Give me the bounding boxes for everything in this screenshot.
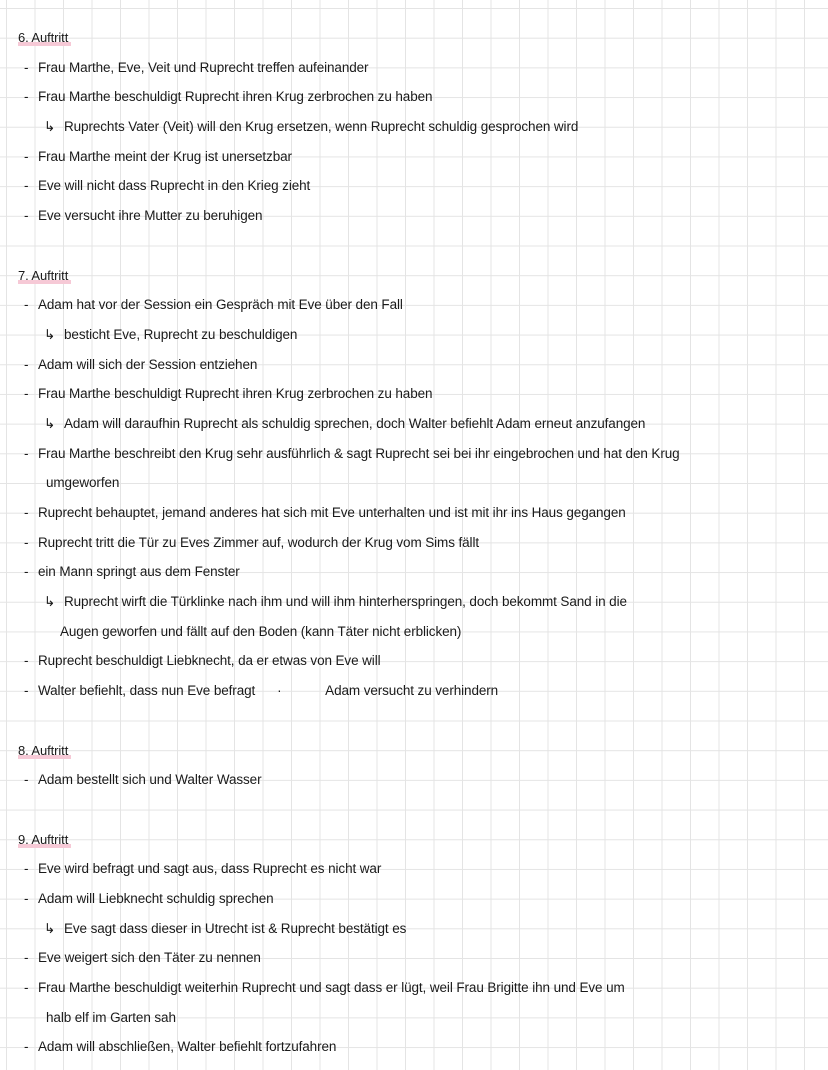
dash-bullet-icon: - [24, 1039, 29, 1055]
section-heading [0, 825, 828, 855]
section-heading-text: 8. Auftritt [18, 743, 71, 759]
dash-bullet-icon: - [24, 59, 29, 75]
note-text: Eve weigert sich den Täter zu nennen [38, 950, 261, 966]
note-text: Adam will sich der Session entziehen [38, 356, 258, 372]
note-line [0, 884, 828, 914]
dash-bullet-icon: - [24, 89, 29, 105]
note-text: Adam will daraufhin Ruprecht als schuldig sprechen, doch Walter befiehlt Adam erneut anzufangen [64, 415, 646, 431]
note-line [0, 587, 828, 617]
note-text: besticht Eve, Ruprecht zu beschuldigen [64, 326, 298, 342]
dash-bullet-icon: - [24, 683, 29, 699]
dash-bullet-icon: - [24, 208, 29, 224]
note-text: Eve will nicht dass Ruprecht in den Krieg zieht [38, 178, 311, 194]
note-line [0, 1032, 828, 1062]
note-line [0, 498, 828, 528]
section-heading [0, 736, 828, 766]
dash-bullet-icon: - [24, 890, 29, 906]
note-text: Eve wird befragt und sagt aus, dass Ruprecht es nicht war [38, 861, 382, 877]
note-text: Frau Marthe beschuldigt Ruprecht ihren Krug zerbrochen zu haben [38, 89, 433, 105]
note-line [0, 973, 828, 1003]
note-text: halb elf im Garten sah [46, 1009, 176, 1025]
note-text: Ruprecht behauptet, jemand anderes hat sich mit Eve unterhalten und ist mit ihr ins Haus gegangen [38, 505, 626, 520]
note-line [0, 171, 828, 201]
dash-bullet-icon: - [24, 297, 29, 313]
note-text: Frau Marthe beschuldigt weiterhin Ruprecht und sagt dass er lügt, weil Frau Brigitte ihn und Eve um [38, 980, 625, 995]
dash-bullet-icon: - [24, 980, 29, 995]
dash-bullet-icon: - [24, 861, 29, 877]
dash-bullet-icon: - [24, 386, 29, 402]
note-text-extra: Adam versucht zu verhindern [325, 683, 499, 699]
arrow-icon: ↳ [44, 119, 56, 135]
note-text: Ruprecht wirft die Türklinke nach ihm und will ihm hinterherspringen, doch bekommt Sand in die [64, 594, 627, 610]
note-text: Adam will Liebknecht schuldig sprechen [38, 890, 274, 906]
note-line [0, 53, 828, 83]
note-text: Frau Marthe meint der Krug ist unersetzbar [38, 148, 292, 164]
note-text: Augen geworfen und fällt auf den Boden (kann Täter nicht erblicken) [60, 623, 462, 639]
note-text: ein Mann springt aus dem Fenster [38, 564, 240, 580]
note-text: Frau Marthe beschuldigt Ruprecht ihren Krug zerbrochen zu haben [38, 386, 433, 402]
note-text: Frau Marthe beschreibt den Krug sehr ausführlich & sagt Ruprecht sei bei ihr eingebrochen und hat den Krug [38, 445, 680, 461]
note-line [0, 617, 828, 647]
note-line [0, 914, 828, 944]
blank-line [0, 231, 828, 261]
note-line [0, 854, 828, 884]
arrow-icon: ↳ [44, 326, 56, 342]
handwritten-notes [0, 23, 828, 1062]
section-heading-text: 9. Auftritt [18, 832, 71, 848]
note-line [0, 142, 828, 172]
note-line [0, 112, 828, 142]
note-text: Eve versucht ihre Mutter zu beruhigen [38, 208, 263, 224]
arrow-icon: ↳ [44, 415, 56, 431]
dash-bullet-icon: - [24, 950, 29, 966]
note-line [0, 943, 828, 973]
note-line [0, 1003, 828, 1033]
section-heading-text: 6. Auftritt [18, 30, 71, 46]
note-text: Adam hat vor der Session ein Gespräch mit Eve über den Fall [38, 297, 403, 313]
note-text: Ruprechts Vater (Veit) will den Krug ersetzen, wenn Ruprecht schuldig gesprochen wird [64, 119, 579, 135]
note-line [0, 320, 828, 350]
note-line [0, 290, 828, 320]
note-line [0, 468, 828, 498]
note-line [0, 82, 828, 112]
blank-line [0, 706, 828, 736]
note-line [0, 350, 828, 380]
dash-bullet-icon: - [24, 772, 29, 788]
dash-bullet-icon: - [24, 356, 29, 372]
note-line [0, 765, 828, 795]
note-text: Ruprecht beschuldigt Liebknecht, da er etwas von Eve will [38, 653, 381, 669]
section-heading-text: 7. Auftritt [18, 268, 71, 284]
note-text: Walter befiehlt, dass nun Eve befragt [38, 683, 256, 699]
note-text: umgeworfen [46, 475, 120, 491]
note-line [0, 676, 828, 706]
dash-bullet-icon: - [24, 148, 29, 164]
note-line [0, 201, 828, 231]
note-line [0, 439, 828, 469]
note-text: Ruprecht tritt die Tür zu Eves Zimmer auf, wodurch der Krug vom Sims fällt [38, 534, 480, 550]
note-line [0, 379, 828, 409]
note-text: Frau Marthe, Eve, Veit und Ruprecht treffen aufeinander [38, 59, 369, 75]
dash-bullet-icon: - [24, 445, 29, 461]
note-text: Eve sagt dass dieser in Utrecht ist & Ruprecht bestätigt es [64, 920, 407, 936]
note-line [0, 646, 828, 676]
dash-bullet-icon: - [24, 534, 29, 550]
arrow-icon: ↳ [44, 594, 56, 610]
dash-bullet-icon: - [24, 178, 29, 194]
note-line [0, 528, 828, 558]
dot-mark: · [277, 683, 282, 699]
dash-bullet-icon: - [24, 505, 29, 520]
note-line [0, 557, 828, 587]
note-text: Adam will abschließen, Walter befiehlt fortzufahren [38, 1039, 337, 1055]
blank-line [0, 795, 828, 825]
section-heading [0, 23, 828, 53]
note-line [0, 409, 828, 439]
arrow-icon: ↳ [44, 920, 56, 936]
note-text: Adam bestellt sich und Walter Wasser [38, 772, 262, 788]
dash-bullet-icon: - [24, 653, 29, 669]
section-heading [0, 261, 828, 291]
dash-bullet-icon: - [24, 564, 29, 580]
